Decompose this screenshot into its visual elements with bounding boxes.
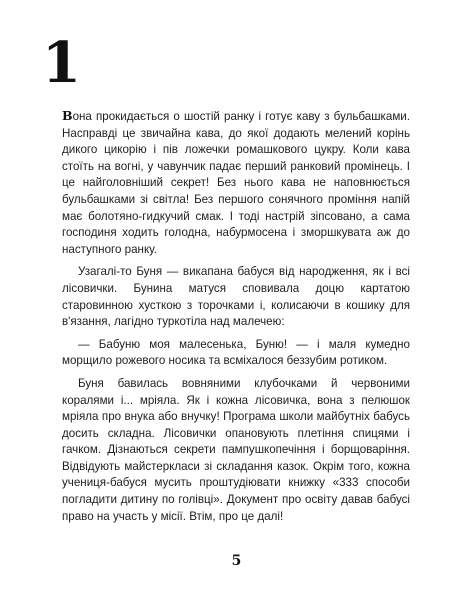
paragraph-1-text: она прокидається о шостій ранку і готує каву з бульбашками. Насправді це звичайна кава, до якої додають мелений корінь дикого цикорію і пів ложечки ромашкового цукру. Коли кава стоїть на вогні, у чавунчик падає перший ранковий промінець. І це найголовніший секрет! Без нього кава не наповнюється бульбашками зі світла! Без першого сонячного проміння напій має болотяно-гидкучий смак. І тоді настрій зіпсовано, а сама господиня ходить голодна, набурмосена і зморшкувата аж до наступного ранку. [62,110,410,256]
chapter-body-text [62,108,410,531]
chapter-number: 1 [42,30,80,96]
paragraph-4: Буня бавилась вовняними клубочками й червоними коралями і... мріяла. Як і кожна лісовичка, вона з пелюшок мріяла про внука або внучку! Програма школи майбутніх бабусь досить складна. Лісовички опановують плетіння спицями і гачком. Дізнаються секрети пампушкопечіння і борщоваріння. Відвідують майстеркласи зі складання казок. Окрім того, кожна учениця-бабуся мусить проштудіювати книжку «333 способи погладити дитину по голівці». Документ про освіту давав бабусі право на участь у місії. Втім, про це далі! [62,376,410,523]
paragraph-3: — Бабуню моя малесенька, Буню! — і маля кумедно морщило рожевого носика та всміхалося беззубим ротиком. [62,337,410,368]
paragraph-2: Узагалі-то Буня — викапана бабуся від народження, як і всі лісовички. Бунина матуся сповивала доцю картатою старовинною хусткою з торочками і, колисаючи в кошику для в'язання, лагідно туркотіла над малечею: [62,265,410,329]
decorative-initial: В [62,108,73,123]
paragraph-1 [62,108,410,258]
page-number: 5 [231,553,242,569]
